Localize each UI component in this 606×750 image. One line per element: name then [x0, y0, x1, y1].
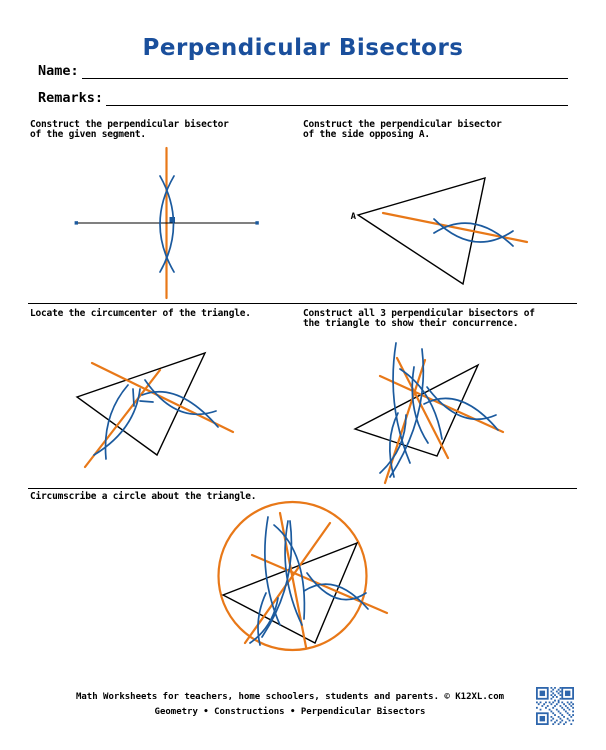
remarks-fill-line[interactable] — [106, 87, 568, 106]
perpendicular-bisector-line — [92, 363, 233, 432]
perpendicular-bisector-line — [383, 213, 527, 242]
construction-5 — [200, 495, 420, 685]
instruction-3-line-1: Locate the circumcenter of the triangle. — [30, 308, 251, 319]
footer-line-2: Geometry • Constructions • Perpendicular Bisectors — [154, 707, 426, 717]
right-angle-marker — [170, 217, 176, 223]
name-label: Name: — [38, 63, 79, 79]
segment-endpoint-marker — [255, 221, 258, 224]
instruction-5-line-1: Circumscribe a circle about the triangle. — [30, 491, 257, 502]
instruction-2 — [303, 120, 593, 140]
name-fill-line[interactable] — [82, 60, 568, 79]
construction-1 — [60, 140, 300, 305]
instruction-2-line-1: Construct the perpendicular bisector — [303, 119, 502, 130]
name-row — [38, 61, 568, 79]
construction-3 — [50, 335, 300, 495]
instruction-3 — [30, 309, 300, 319]
compass-arc — [250, 598, 278, 643]
segment-endpoint-marker — [75, 221, 78, 224]
instruction-4 — [303, 309, 595, 329]
instruction-1 — [30, 120, 300, 140]
vertex-a-label: A — [350, 212, 356, 222]
compass-arc — [142, 392, 218, 427]
instruction-4-line-1: Construct all 3 perpendicular bisectors of — [303, 308, 535, 319]
triangle — [358, 178, 485, 284]
compass-arc — [140, 401, 153, 402]
page-title: Perpendicular Bisectors — [142, 35, 464, 61]
triangle — [355, 365, 478, 456]
compass-arc — [133, 389, 134, 406]
remarks-label: Remarks: — [38, 90, 104, 106]
instruction-1-line-2: of the given segment. — [30, 129, 146, 140]
qr-code-icon — [536, 687, 574, 725]
compass-arc — [105, 385, 128, 459]
triangle — [77, 353, 205, 455]
instruction-4-line-2: the triangle to show their concurrence. — [303, 318, 519, 329]
construction-4 — [330, 335, 590, 500]
construction-2 — [330, 140, 590, 310]
footer-line-1: Math Worksheets for teachers, home schoolers, students and parents. © K12XL.com — [75, 692, 505, 702]
instruction-1-line-1: Construct the perpendicular bisector — [30, 119, 229, 130]
remarks-row — [38, 88, 568, 106]
footer — [0, 690, 580, 720]
instruction-2-line-2: of the side opposing A. — [303, 129, 430, 140]
